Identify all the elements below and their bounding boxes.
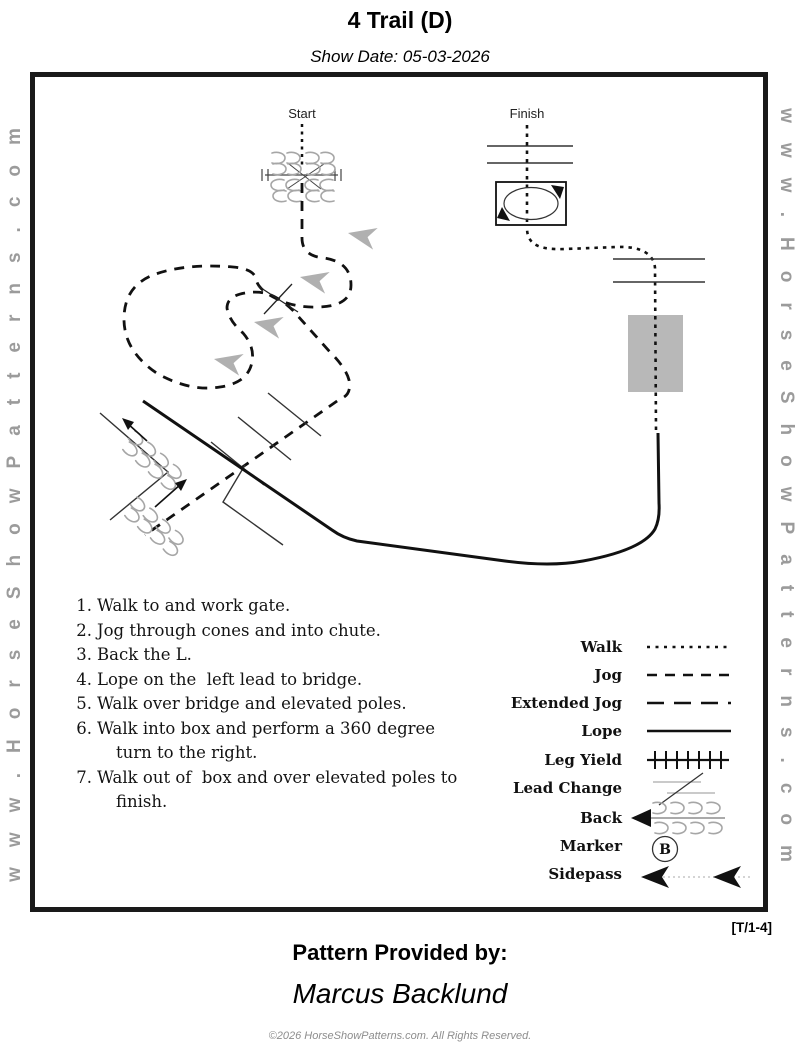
cone-icon <box>212 348 244 375</box>
instruction-number: 4. <box>76 669 92 689</box>
instruction-number: 1. <box>76 596 92 615</box>
instruction-line <box>75 741 515 766</box>
elevated-poles-right <box>613 259 705 282</box>
instruction-line <box>75 717 515 742</box>
legend-label-marker: Marker <box>559 837 622 855</box>
provided-by-label: Pattern Provided by: <box>292 940 508 965</box>
page-title: 4 Trail (D) <box>347 7 453 33</box>
cone-icon <box>298 266 330 293</box>
instruction-number: 3. <box>76 645 92 664</box>
elevated-poles-finish <box>487 146 573 163</box>
legend-label-walk: Walk <box>580 638 622 656</box>
instruction-number: 5. <box>76 694 92 713</box>
marker-symbol <box>653 837 678 862</box>
instruction-line <box>75 766 515 791</box>
diagonal-poles <box>211 393 321 485</box>
instruction-line <box>75 619 515 644</box>
cones <box>212 222 378 375</box>
copyright: ©2026 HorseShowPatterns.com. All Rights Reserved. <box>268 1030 532 1042</box>
finish-label: Finish <box>509 106 545 121</box>
back-arrow-icon <box>631 809 651 827</box>
instruction-number: 7. <box>76 767 92 787</box>
instruction-text: Walk out of box and over elevated poles to <box>97 767 458 787</box>
lead-change-symbol <box>653 773 715 805</box>
instruction-text: Walk over bridge and elevated poles. <box>97 694 407 713</box>
turn-box-obstacle <box>496 182 566 225</box>
back-symbol <box>631 802 725 833</box>
instructions-list <box>75 594 515 815</box>
back-arrow-icon <box>175 479 187 491</box>
instruction-line <box>75 594 515 619</box>
instruction-text: Jog through cones and into chute. <box>97 620 381 640</box>
lope-path <box>143 401 659 564</box>
legend-label-sidepass: Sidepass <box>548 865 622 883</box>
gate-hoofprints <box>271 152 335 201</box>
instruction-line <box>75 692 515 717</box>
legend-label-back: Back <box>580 809 622 827</box>
pattern-diagram-box <box>30 72 768 912</box>
back-hoofprints-upper <box>120 418 186 492</box>
turn-arrow-icon <box>551 185 564 199</box>
watermark-right: www.HorseShowPatterns.com <box>776 108 797 882</box>
instruction-line <box>75 668 515 693</box>
instruction-text: turn to the right. <box>116 743 258 762</box>
marker-letter: B <box>659 842 671 858</box>
instruction-number: 2. <box>76 620 92 640</box>
instruction-line <box>75 790 515 815</box>
legend-label-jog: Jog <box>594 666 622 684</box>
instruction-text: Lope on the left lead to bridge. <box>97 669 363 689</box>
instruction-line <box>75 643 515 668</box>
legend-label-lope: Lope <box>581 722 622 740</box>
legend-label-leg-yield: Leg Yield <box>544 751 622 769</box>
instruction-text: Back the L. <box>97 645 192 664</box>
provider-name: Marcus Backlund <box>292 978 508 1009</box>
instruction-number: 6. <box>76 718 92 738</box>
legend-label-lead-change: Lead Change <box>512 779 622 797</box>
sidepass-arrow-icon <box>713 866 741 888</box>
watermark-left: www.HorseShowPatterns.com <box>4 108 25 882</box>
pattern-ref: [T/1-4] <box>731 920 772 935</box>
leg-yield-symbol <box>647 751 729 769</box>
back-hoofprints-lower <box>122 479 188 558</box>
start-label: Start <box>288 106 316 121</box>
instruction-text: Walk to and work gate. <box>97 596 291 615</box>
sidepass-symbol <box>641 866 751 888</box>
cone-icon <box>346 222 378 249</box>
legend-label-extended-jog: Extended Jog <box>510 694 622 712</box>
instruction-text: Walk into box and perform a 360 degree <box>97 718 436 738</box>
instruction-text: finish. <box>116 792 168 811</box>
cone-icon <box>252 311 284 338</box>
turn-arrow-icon <box>497 207 510 221</box>
legend <box>511 638 751 888</box>
show-date: Show Date: 05-03-2026 <box>310 47 490 66</box>
